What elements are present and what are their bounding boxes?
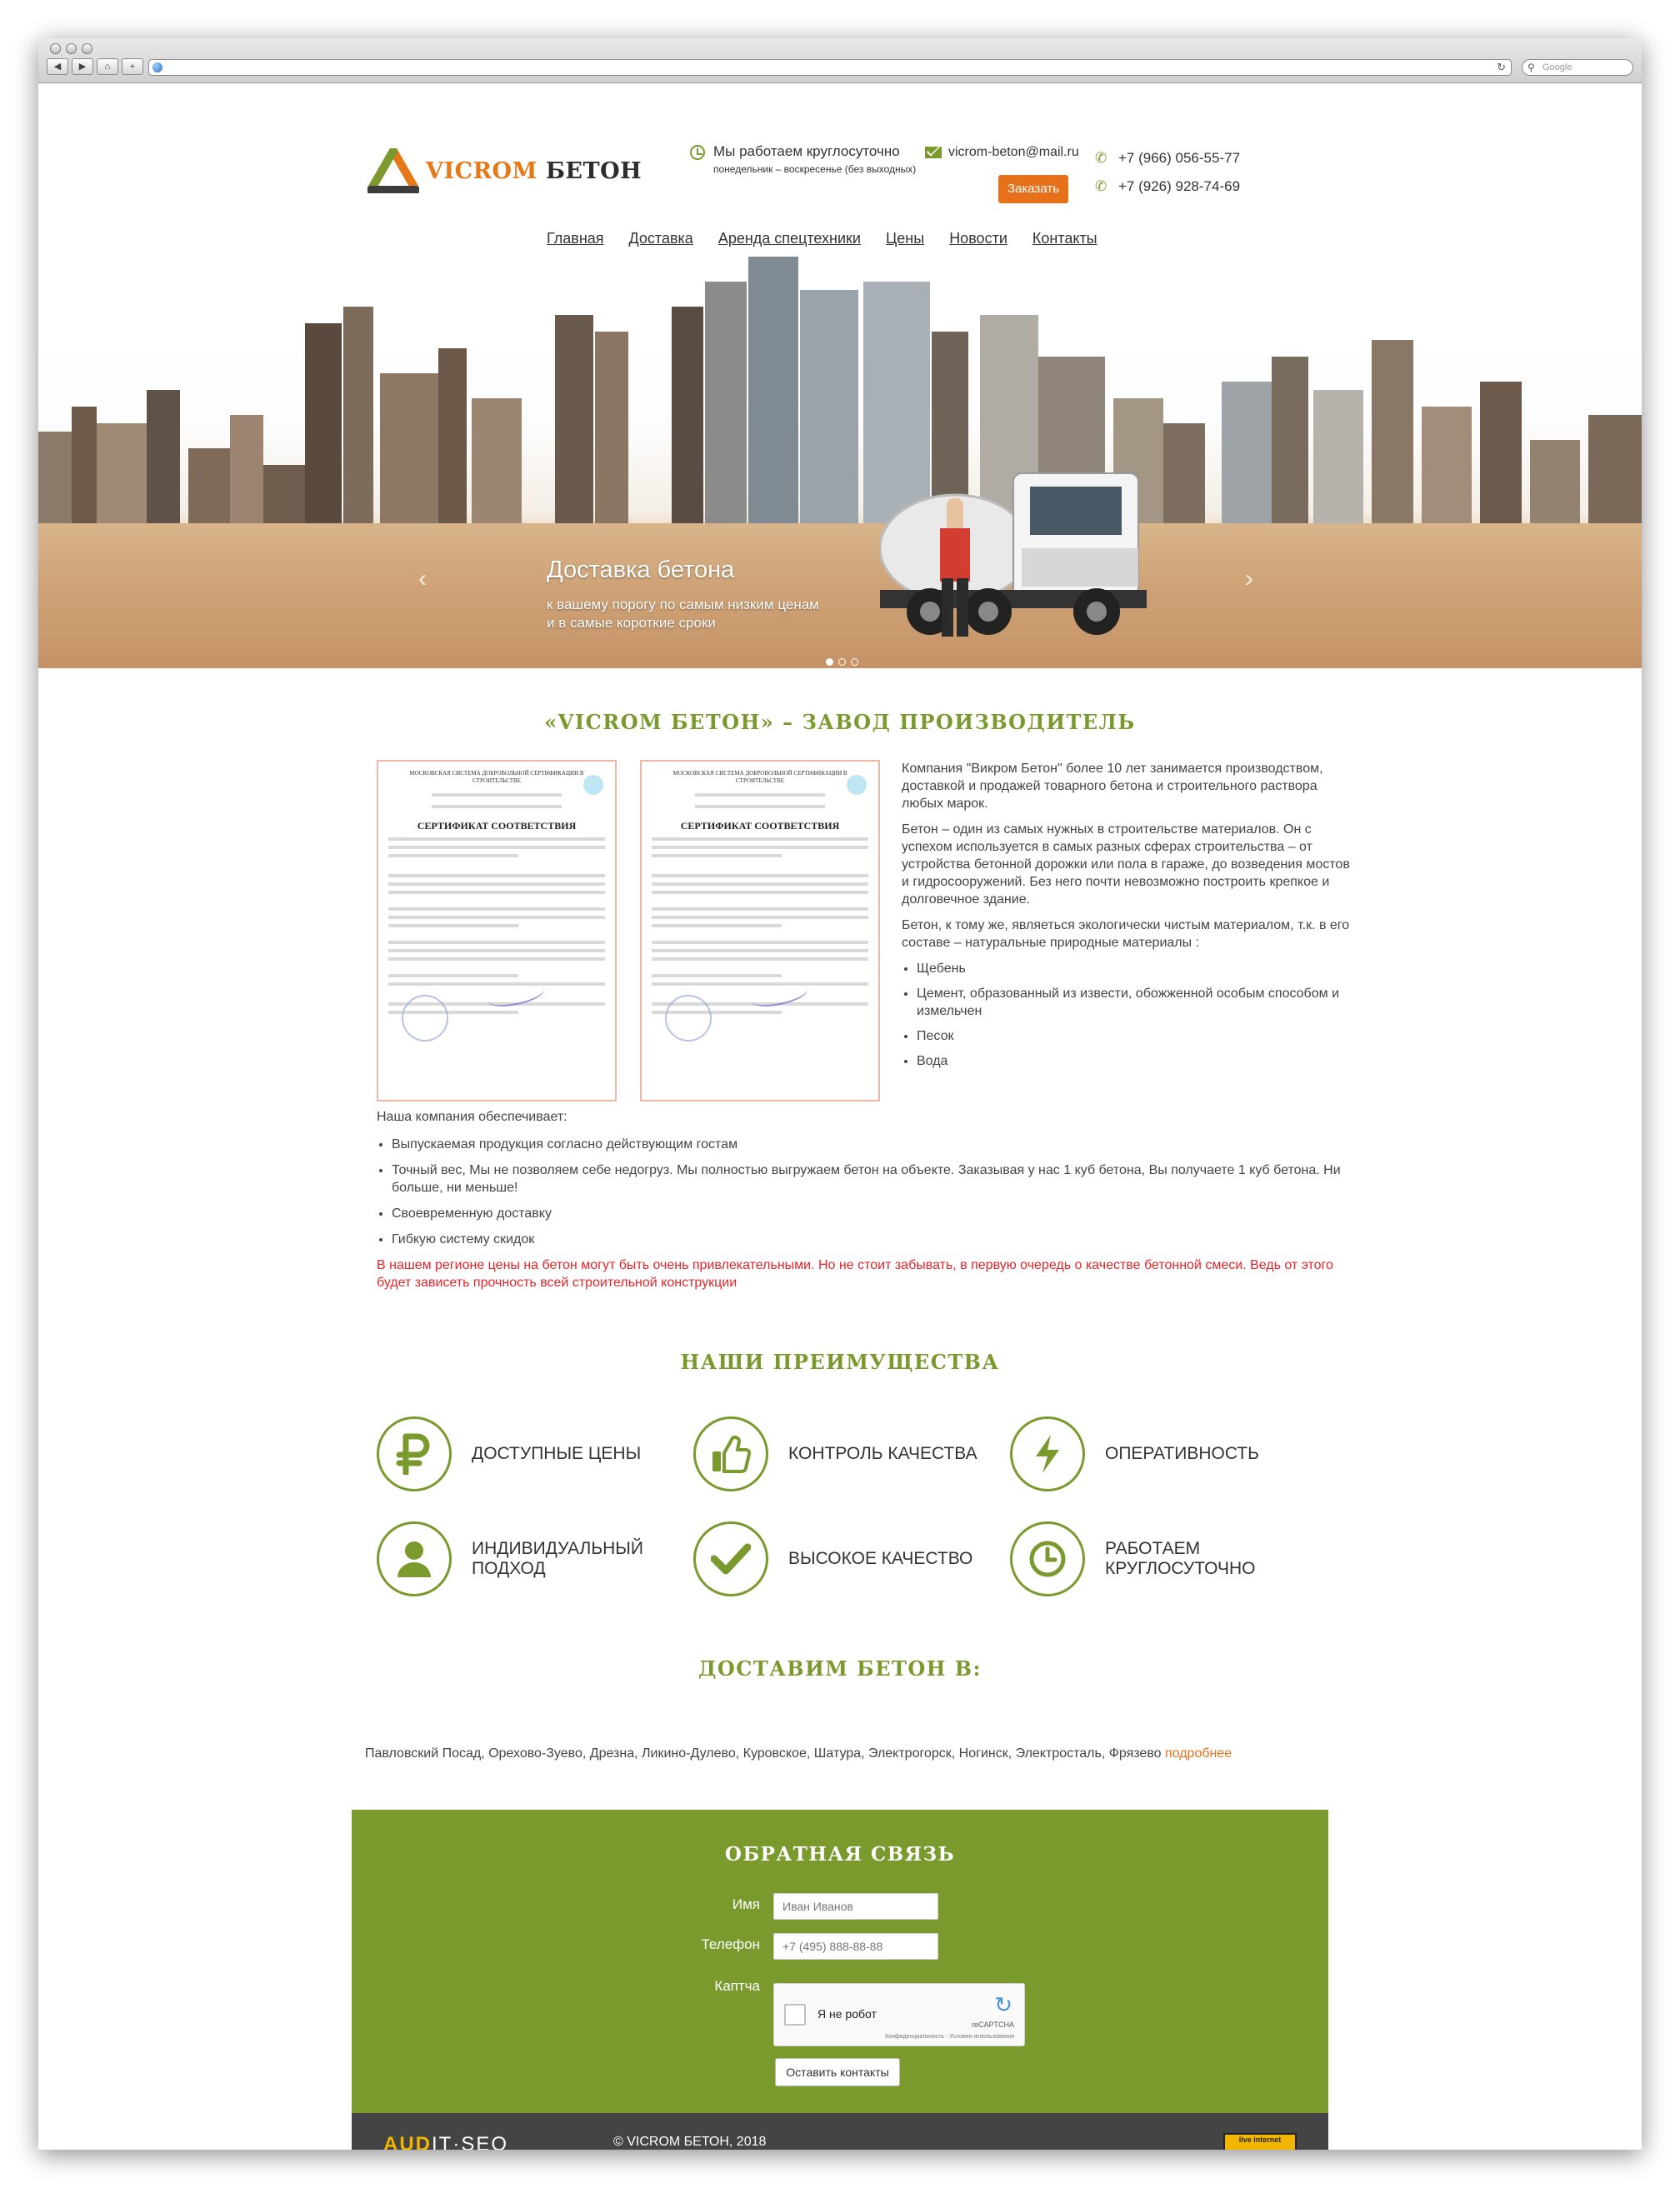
quality-note: В нашем регионе цены на бетон могут быть очень привлекательными. Но не стоит забывать, в первую очередь о качестве бетонной смеси. Ведь от этого будет зависеть прочность всей строительной конструкции [377,1258,1333,1290]
home-button[interactable]: ⌂ [97,58,118,75]
advantage-label: РАБОТАЕМ КРУГЛОСУТОЧНО [1105,1539,1256,1578]
advantage-item [377,1416,641,1491]
certificate-header: МОСКОВСКАЯ СИСТЕМА ДОБРОВОЛЬНОЙ СЕРТИФИКАЦИИ В СТРОИТЕЛЬСТВЕ [409,770,584,784]
web-page [38,83,1642,2150]
hours-subtitle: понедельник – воскресенье (без выходных) [713,163,917,175]
stamp-icon [402,995,448,1042]
advantage-item [693,1521,972,1596]
certificate-title: СЕРТИФИКАТ СООТВЕТСТВИЯ [417,820,577,832]
phone-icon: ✆ [1095,178,1108,194]
list-item: • Вода [917,1052,1352,1070]
about-paragraph: Бетон – один из самых нужных в строительстве материалов. Он с успехом используется в самых разных сферах строительства – от устройства бетонной дорожки или пола в гараже, до возведения мостов и гидросооружений. Без него почти невозможно построить крепкое и долговечное здание. [902,822,1350,907]
certificate-title: СЕРТИФИКАТ СООТВЕТСТВИЯ [680,820,840,832]
checkmark-icon [693,1521,768,1596]
advantage-item [693,1416,978,1491]
reload-icon[interactable]: ↻ [1497,61,1506,73]
phone-icon: ✆ [1095,150,1108,166]
delivery-title: ДОСТАВИМ БЕТОН В: [698,1656,982,1681]
email-contact[interactable] [925,145,1079,160]
browser-search-input[interactable] [1522,59,1633,76]
recaptcha-icon: ↻ [994,1992,1012,2017]
about-paragraph: Компания "Викром Бетон" более 10 лет занимается производством, доставкой и продажей товарного бетона и строительного раствора любых марок. [902,762,1323,811]
captcha-terms[interactable]: Конфиденциальность - Условия использования [885,2034,1014,2040]
envelope-icon [925,147,942,158]
hero-caption [547,557,822,632]
audit-seo-logo[interactable] [383,2133,508,2150]
certificate-image[interactable] [640,760,880,1101]
slider-dot[interactable] [838,658,846,666]
ruble-icon [377,1416,452,1491]
advantages-title: НАШИ ПРЕИМУЩЕСТВА [680,1350,1000,1374]
window-controls [50,43,92,54]
back-button[interactable]: ◀ [47,58,68,75]
advantage-item [1010,1416,1259,1491]
phone-input[interactable] [773,1933,938,1960]
browser-window [38,38,1642,2150]
materials-list [917,960,1352,1070]
phone-item[interactable] [1095,172,1240,201]
slider-next-icon[interactable]: › [1245,565,1253,592]
slider-dots [826,658,858,666]
nav-item-contacts[interactable]: Контакты [1032,230,1098,247]
more-link[interactable]: подробнее [1165,1746,1232,1761]
advantage-label: ВЫСОКОЕ КАЧЕСТВО [788,1549,973,1568]
stamp-icon [665,995,712,1042]
thumbs-up-icon [693,1416,768,1491]
hero-subtitle: к вашему порогу по самым низким ценам и в самые короткие сроки [547,597,819,631]
feedback-title: ОБРАТНАЯ СВЯЗЬ [724,1843,956,1866]
about-paragraph: Бетон, к тому же, являеться экологически чистым материалом, т.к. в его составе – натуральные природные материалы : [902,918,1350,950]
logo-primary: VICROM [426,157,538,184]
captcha-checkbox[interactable] [784,2004,806,2026]
certificate-header: МОСКОВСКАЯ СИСТЕМА ДОБРОВОЛЬНОЙ СЕРТИФИКАЦИИ В СТРОИТЕЛЬСТВЕ [672,770,848,784]
list-item: • Цемент, образованный из извести, обожженной особым способом и измельчен [917,985,1352,1020]
logo-triangle-icon [368,148,419,193]
browser-search-placeholder: Google [1542,62,1572,72]
phone-list [1095,144,1240,201]
nav-item-delivery[interactable]: Доставка [628,230,693,247]
nav-item-rental[interactable]: Аренда спецтехники [718,230,861,247]
name-label: Имя [732,1896,760,1912]
city-list: Павловский Посад, Орехово-Зуево, Дрезна, Ликино-Дулево, Куровское, Шатура, Электрогорск, Ногинск, Электросталь, Фрязево [365,1746,1162,1761]
advantage-label: КОНТРОЛЬ КАЧЕСТВА [788,1444,978,1463]
submit-contacts-button[interactable]: Оставить контакты [775,2058,900,2086]
globe-icon [152,62,162,72]
list-item: • Щебень [917,960,1352,977]
advantage-label: ИНДИВИДУАЛЬНЫЙ ПОДХОД [472,1539,643,1578]
add-tab-button[interactable]: + [122,58,143,75]
forward-button[interactable]: ▶ [72,58,93,75]
hero-title: Доставка бетона [547,557,735,583]
working-hours [690,143,916,175]
email-address[interactable]: vicrom-beton@mail.ru [948,145,1079,159]
site-footer [352,2113,1328,2150]
minimize-window-icon[interactable] [66,43,77,54]
search-icon: ⚲ [1528,62,1535,73]
browser-toolbar [38,38,1642,83]
slider-dot[interactable] [851,658,858,666]
slider-dot[interactable] [826,658,833,666]
delivery-cities [365,1746,1232,1761]
captcha-label: Каптча [714,1978,760,1994]
slider-prev-icon[interactable]: ‹ [418,565,427,592]
list-item: • Гибкую систему скидок [392,1231,1360,1248]
provides-list [392,1136,1360,1248]
copyright: © VICROM БЕТОН, 2018 [613,2135,767,2149]
phone-number[interactable]: +7 (926) 928-74-69 [1118,178,1241,194]
feedback-form [352,1810,1328,2113]
liveinternet-counter[interactable]: live internet [1223,2133,1297,2150]
nav-item-news[interactable]: Новости [949,230,1008,247]
list-item: • Песок [917,1027,1352,1045]
recaptcha-widget [773,1983,1025,2046]
browser-nav-buttons [47,58,143,75]
audit-logo-a: AUD [383,2133,432,2150]
captcha-text: Я не робот [818,2007,877,2021]
list-item: • Выпускаемая продукция согласно действующим гостам [392,1136,1360,1153]
nav-item-home[interactable]: Главная [547,230,604,247]
about-title: «VICROM БЕТОН» – ЗАВОД ПРОИЗВОДИТЕЛЬ [544,710,1136,734]
lightning-icon [1010,1416,1085,1491]
sand-ground [38,523,1642,668]
phone-label: Телефон [701,1936,760,1952]
person-icon [377,1521,452,1596]
clock-icon [690,145,705,160]
certificate-badge-icon [847,775,867,795]
phone-number[interactable]: +7 (966) 056-55-77 [1118,150,1241,166]
advantage-item [377,1521,655,1596]
provides-intro: Наша компания обеспечивает: [377,1110,568,1124]
main-navigation [547,230,1098,247]
order-button[interactable]: Заказать [998,175,1068,203]
list-item: • Своевременную доставку [392,1205,1360,1222]
site-logo[interactable] [368,148,642,193]
clock-icon [1010,1521,1085,1596]
logo-secondary: БЕТОН [545,157,642,184]
hero-slider [38,257,1642,668]
company-provides [377,1108,1360,1291]
audit-logo-b: IT·SEO [432,2133,509,2150]
advantage-label: ОПЕРАТИВНОСТЬ [1105,1444,1259,1463]
nav-item-prices[interactable]: Цены [885,230,925,247]
about-text [902,760,1352,1077]
hours-title: Мы работаем круглосуточно [713,143,900,159]
close-window-icon[interactable] [50,43,61,54]
phone-item[interactable] [1095,144,1240,172]
address-bar[interactable] [148,59,1512,76]
list-item: • Точный вес, Мы не позволяем себе недогруз. Мы полностью выгружаем бетон на объекте. Заказывая у нас 1 куб бетона, Вы получаете 1 куб бетона. Ни больше, ни меньше! [392,1161,1360,1196]
advantage-label: ДОСТУПНЫЕ ЦЕНЫ [472,1444,642,1463]
certificate-badge-icon [583,775,603,795]
concrete-truck-image [880,448,1272,648]
name-input[interactable] [773,1893,938,1920]
advantage-item [1010,1521,1272,1596]
zoom-window-icon[interactable] [82,43,92,54]
logo-text [426,158,642,184]
captcha-brand: reCAPTCHA [971,2021,1014,2029]
certificate-image[interactable] [377,760,617,1101]
city-skyline-image [38,257,1642,540]
